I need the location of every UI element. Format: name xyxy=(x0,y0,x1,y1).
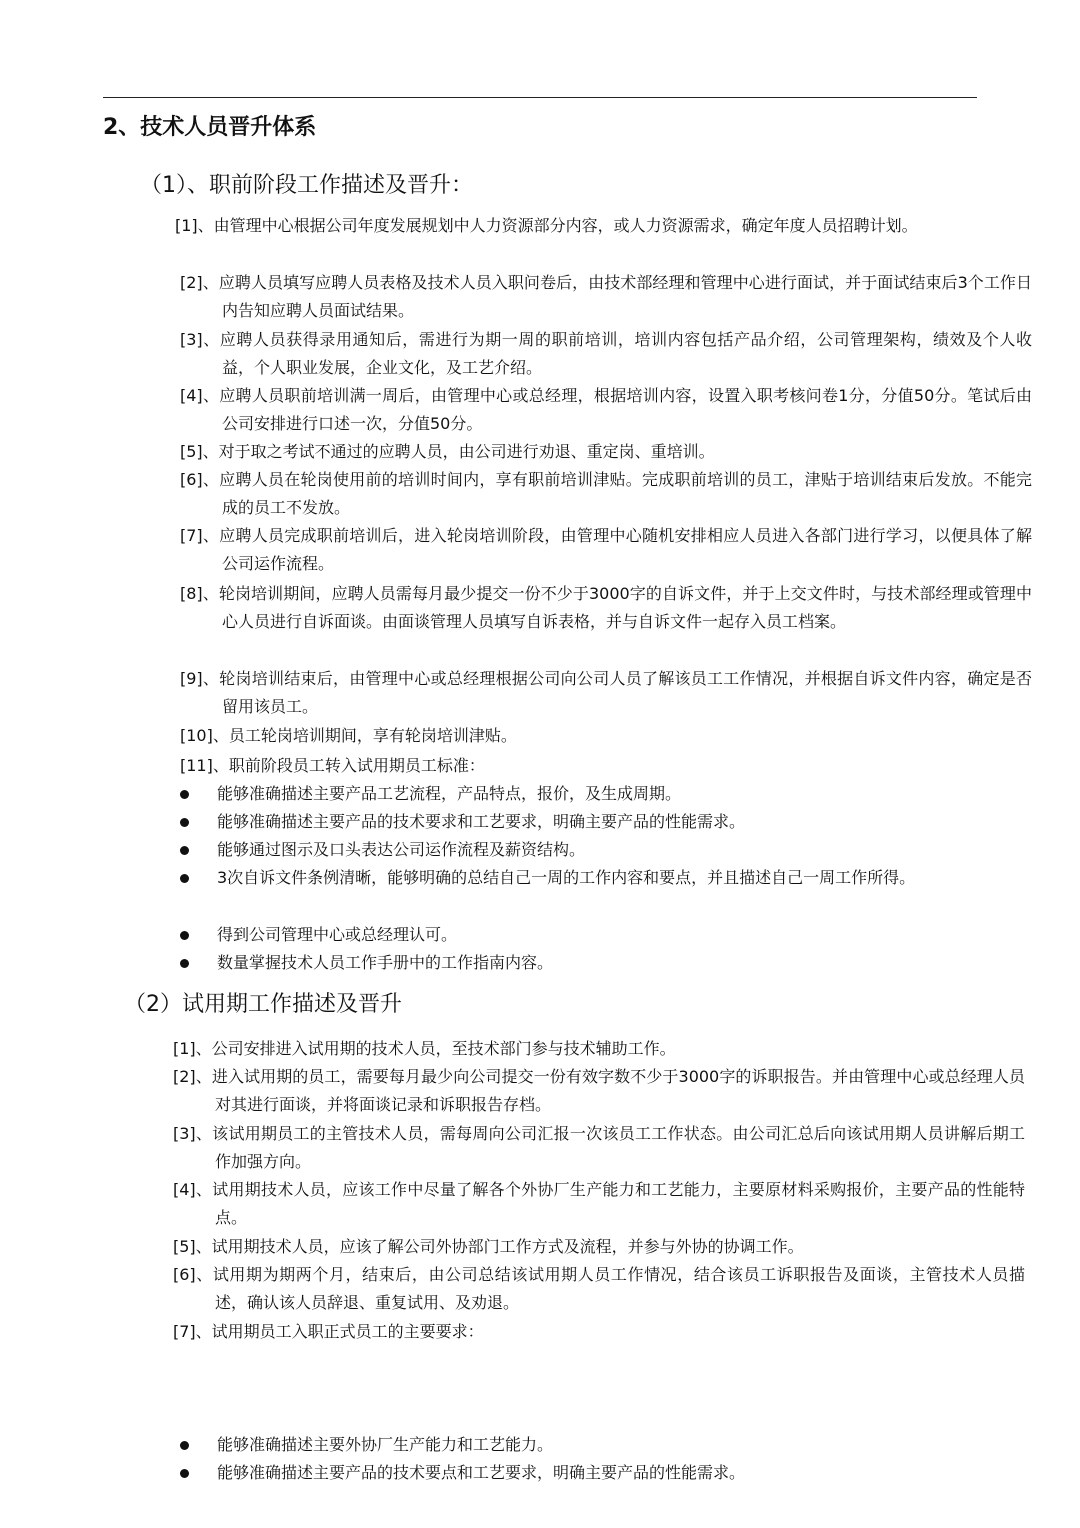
section2-bullet-1: 能够准确描述主要外协厂生产能力和工艺能力。 xyxy=(180,1431,977,1459)
bullet-dot-icon xyxy=(180,959,189,968)
bullet-dot-icon xyxy=(180,874,189,883)
section1-title: （1）、职前阶段工作描述及晋升： xyxy=(140,173,473,198)
header-rule xyxy=(103,97,977,98)
section-heading: 2、技术人员晋升体系 xyxy=(103,115,317,140)
section1-bullet-5: 得到公司管理中心或总经理认可。 xyxy=(180,921,977,949)
section1-item-10: [10]、员工轮岗培训期间，享有轮岗培训津贴。 xyxy=(180,726,517,745)
section1-item-6: [6]、应聘人员在轮岗使用前的培训时间内，享有职前培训津贴。完成职前培训的员工，津贴于培训结束后发放。不能完成的员工不发放。 xyxy=(180,470,1032,517)
section2-title: （2）试用期工作描述及晋升 xyxy=(124,992,402,1017)
section2-item-7: [7]、试用期员工入职正式员工的主要要求： xyxy=(173,1322,484,1341)
section2-item-4: [4]、试用期技术人员，应该工作中尽量了解各个外协厂生产能力和工艺能力，主要原材料采购报价，主要产品的性能特点。 xyxy=(173,1180,1025,1227)
bullet-dot-icon xyxy=(180,790,189,799)
section1-item-2: [2]、应聘人员填写应聘人员表格及技术人员入职问卷后，由技术部经理和管理中心进行面试，并于面试结束后3个工作日内告知应聘人员面试结果。 xyxy=(180,273,1032,320)
section1-item-5: [5]、对于取之考试不通过的应聘人员，由公司进行劝退、重定岗、重培训。 xyxy=(180,442,715,461)
bullet-dot-icon xyxy=(180,818,189,827)
section1-item-1: [1]、由管理中心根据公司年度发展规划中人力资源部分内容，或人力资源需求，确定年度人员招聘计划。 xyxy=(175,216,918,235)
section1-bullet-4: 3次自诉文件条例清晰，能够明确的总结自己一周的工作内容和要点，并且描述自己一周工作所得。 xyxy=(180,864,977,892)
section2-bullet-2: 能够准确描述主要产品的技术要点和工艺要求，明确主要产品的性能需求。 xyxy=(180,1459,977,1487)
section1-bullet-1: 能够准确描述主要产品工艺流程，产品特点，报价，及生成周期。 xyxy=(180,780,977,808)
section2-item-5: [5]、试用期技术人员，应该了解公司外协部门工作方式及流程，并参与外协的协调工作。 xyxy=(173,1237,804,1256)
bullet-dot-icon xyxy=(180,846,189,855)
section1-bullet-2: 能够准确描述主要产品的技术要求和工艺要求，明确主要产品的性能需求。 xyxy=(180,808,977,836)
section1-bullet-6: 数量掌握技术人员工作手册中的工作指南内容。 xyxy=(180,949,977,977)
bullet-dot-icon xyxy=(180,1469,189,1478)
section1-bullet-3: 能够通过图示及口头表达公司运作流程及薪资结构。 xyxy=(180,836,977,864)
section1-item-7: [7]、应聘人员完成职前培训后，进入轮岗培训阶段，由管理中心随机安排相应人员进入各部门进行学习，以便具体了解公司运作流程。 xyxy=(180,526,1032,573)
section1-item-3: [3]、应聘人员获得录用通知后，需进行为期一周的职前培训，培训内容包括产品介绍，公司管理架构，绩效及个人收益，个人职业发展，企业文化，及工艺介绍。 xyxy=(180,330,1032,377)
section2-item-2: [2]、进入试用期的员工，需要每月最少向公司提交一份有效字数不少于3000字的诉职报告。并由管理中心或总经理人员对其进行面谈，并将面谈记录和诉职报告存档。 xyxy=(173,1067,1025,1114)
bullet-dot-icon xyxy=(180,931,189,940)
bullet-dot-icon xyxy=(180,1441,189,1450)
section1-item-11: [11]、职前阶段员工转入试用期员工标准： xyxy=(180,756,485,775)
section1-item-8: [8]、轮岗培训期间，应聘人员需每月最少提交一份不少于3000字的自诉文件，并于上交文件时，与技术部经理或管理中心人员进行自诉面谈。由面谈管理人员填写自诉表格，并与自诉文件一起存入员工档案。 xyxy=(180,584,1032,631)
section1-item-9: [9]、轮岗培训结束后，由管理中心或总经理根据公司向公司人员了解该员工工作情况，并根据自诉文件内容，确定是否留用该员工。 xyxy=(180,669,1032,716)
section2-item-3: [3]、该试用期员工的主管技术人员，需每周向公司汇报一次该员工工作状态。由公司汇总后向该试用期人员讲解后期工作加强方向。 xyxy=(173,1124,1025,1171)
section1-item-4: [4]、应聘人员职前培训满一周后，由管理中心或总经理，根据培训内容，设置入职考核问卷1分，分值50分。笔试后由公司安排进行口述一次，分值50分。 xyxy=(180,386,1032,433)
section2-item-1: [1]、公司安排进入试用期的技术人员，至技术部门参与技术辅助工作。 xyxy=(173,1039,676,1058)
section2-item-6: [6]、试用期为期两个月，结束后，由公司总结该试用期人员工作情况，结合该员工诉职报告及面谈，主管技术人员描述，确认该人员辞退、重复试用、及劝退。 xyxy=(173,1265,1025,1312)
